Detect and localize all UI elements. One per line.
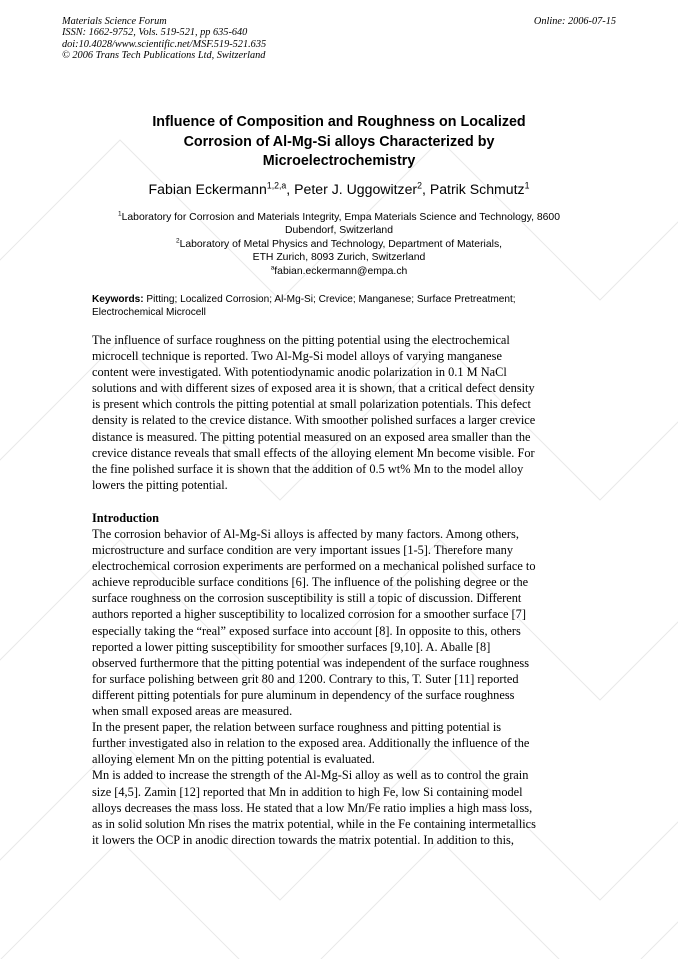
body-line: electrochemical corrosion experiments are performed on a mechanical polished surface to (92, 559, 536, 574)
email-line (62, 265, 616, 278)
doi-line: doi:10.4028/www.scientific.net/MSF.519-521.635 (62, 38, 267, 50)
abstract-line: crevice distance reveals that small effects of the alloying element Mn become visible. For (92, 445, 535, 460)
body-line: observed furthermore that the pitting potential was independent of the surface roughness (92, 655, 530, 670)
author-affiliation-marker: 2 (417, 180, 422, 191)
title-line: Microelectrochemistry (262, 153, 416, 169)
affiliation-line: ETH Zurich, 8093 Zurich, Switzerland (252, 252, 426, 264)
body-line: alloying element Mn on the pitting potential is evaluated. (92, 752, 375, 767)
affiliation-marker: 1 (118, 210, 122, 218)
paper-title (62, 113, 616, 172)
affiliations (62, 211, 616, 278)
abstract-line: content were investigated. With potentiodynamic anodic polarization in 0.1 M NaCl (92, 365, 507, 380)
body-line: further investigated also in relation to the exposed area. Additionally the influence of the (92, 736, 530, 751)
journal-name: Materials Science Forum (62, 16, 167, 27)
section-heading-introduction: Introduction (92, 511, 159, 525)
abstract-line: distance is measured. The pitting potential measured on an exposed area smaller than the (92, 429, 531, 444)
body-line: In the present paper, the relation between surface roughness and pitting potential is (92, 720, 502, 735)
author-list (62, 180, 616, 198)
author-name: Peter J. Uggowitzer (294, 181, 418, 197)
body-line: achieve reproducible surface conditions [6]. The influence of the polishing degree or the (92, 575, 529, 590)
affiliation-marker: 2 (175, 237, 180, 245)
email-address: fabian.eckermann@empa.ch (274, 265, 408, 277)
abstract-line: The influence of surface roughness on the pitting potential using the electrochemical (92, 333, 510, 347)
body-line: microstructure and surface condition are very important issues [1-5]. Therefore many (92, 543, 514, 558)
body-line: size [4,5]. Zamin [12] reported that Mn in addition to high Fe, low Si containing model (92, 784, 523, 799)
body-line: The corrosion behavior of Al-Mg-Si alloys is affected by many factors. Among others, (92, 527, 519, 541)
abstract-line: microcell technique is reported. Two Al-Mg-Si model alloys of varying manganese (92, 349, 502, 364)
author-name: Patrik Schmutz (429, 181, 525, 197)
publication-info (62, 16, 266, 61)
title-line: Corrosion of Al-Mg-Si alloys Characterized by (183, 133, 495, 150)
affiliation-line: $^1$Laboratory for Corrosion and Materials Integrity, Empa Materials Science and Technology, 8600 (118, 210, 560, 223)
author-affiliation-marker: 1 (524, 180, 530, 191)
keywords-text: Electrochemical Microcell (92, 307, 206, 319)
abstract-line: solutions and with different sizes of exposed area it is shown, that a critical defect density (92, 381, 535, 396)
body-line: Mn is added to increase the strength of the Al-Mg-Si alloy as well as to control the grain (92, 768, 529, 783)
author-name: Fabian Eckermann (148, 181, 267, 197)
body-line: for surface polishing between grit 80 and 1200. Contrary to this, T. Suter [11] reported (92, 671, 519, 686)
body-line: different pitting potentials for pure aluminum in dependency of the surface roughness (92, 687, 515, 702)
copyright-line: © 2006 Trans Tech Publications Ltd, Switzerland (62, 49, 266, 61)
body-line: reported a lower pitting susceptibility for smoother surfaces [9,10]. A. Aballe [8] (92, 639, 491, 654)
author-separator: , (286, 181, 295, 197)
abstract-line: the fine polished surface it is shown that the addition of 0.5 wt% Mn to the model alloy (92, 461, 524, 476)
keywords-text: Pitting; Localized Corrosion; Al-Mg-Si; Crevice; Manganese; Surface Pretreatment; (143, 294, 516, 305)
affiliation-line: Dubendorf, Switzerland (284, 225, 393, 237)
affiliation-line: $^2$Laboratory of Metal Physics and Technology, Department of Materials, (175, 237, 503, 250)
keywords-label: Keywords: (92, 294, 144, 305)
author-affiliation-marker: 1,2,a (266, 180, 287, 191)
body-line: it lowers the OCP in anodic direction towards the matrix potential. In addition to this, (92, 832, 514, 847)
author-separator: , (421, 181, 430, 197)
online-date: Online: 2006-07-15 (533, 16, 616, 27)
issn-line: ISSN: 1662-9752, Vols. 519-521, pp 635-640 (62, 27, 248, 39)
abstract-line: density is related to the crevice distance. With smoother polished surfaces a larger crevice (92, 413, 536, 428)
introduction-body (92, 526, 598, 848)
abstract-line: lowers the pitting potential. (92, 477, 228, 492)
keywords (92, 293, 602, 319)
abstract-line: is present which controls the pitting potential at small polarization potentials. This defect (92, 397, 531, 412)
title-line: Influence of Composition and Roughness on Localized (152, 114, 526, 130)
body-line: especially taking the “real” exposed surface into account [8]. In opposite to this, others (92, 623, 521, 638)
affiliation-marker: a (270, 264, 275, 272)
body-line: alloys decreases the mass loss. He stated that a low Mn/Fe ratio implies a high mass loss, (92, 800, 533, 815)
body-line: as in solid solution Mn rises the matrix potential, while in the Fe containing intermetallics (92, 816, 536, 831)
body-line: when small exposed areas are measured. (92, 704, 293, 719)
abstract (92, 332, 598, 493)
body-line: authors reported a higher susceptibility to localized corrosion for a smoother surface [7] (92, 607, 526, 622)
body-line: surface roughness on the corrosion susceptibility is still a topic of discussion. Different (92, 591, 522, 606)
